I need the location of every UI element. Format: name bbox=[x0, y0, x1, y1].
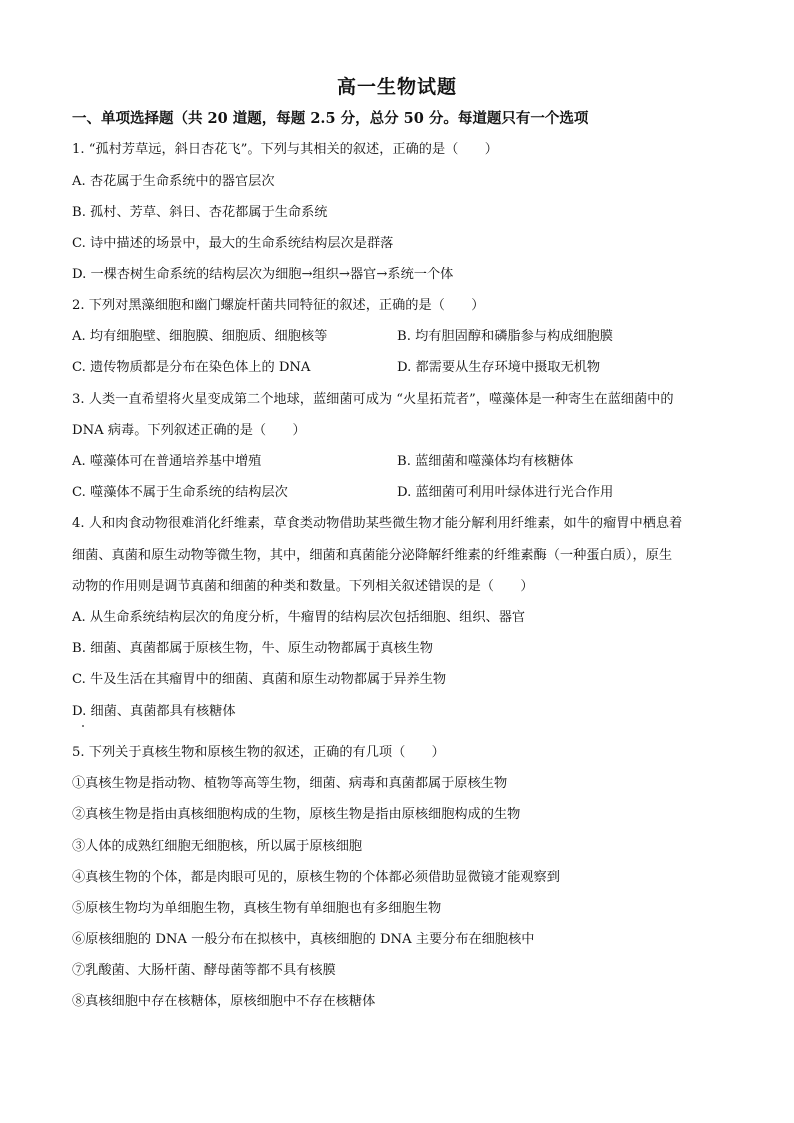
question-1-option-b: B. 孤村、芳草、斜日、杏花都属于生命系统 bbox=[72, 205, 328, 220]
question-2-option-b: B. 均有胆固醇和磷脂参与构成细胞膜 bbox=[397, 329, 613, 344]
question-4-option-c: C. 牛及生活在其瘤胃中的细菌、真菌和原生动物都属于异养生物 bbox=[72, 672, 447, 687]
question-4-stem-line-3: 动物的作用则是调节真菌和细菌的种类和数量。下列相关叙述错误的是（ ） bbox=[72, 579, 534, 594]
question-5-statement-3: ③人体的成熟红细胞无细胞核，所以属于原核细胞 bbox=[72, 839, 363, 854]
question-5-statement-2: ②真核生物是指由真核细胞构成的生物，原核生物是指由原核细胞构成的生物 bbox=[72, 807, 521, 822]
question-5-stem: 5. 下列关于真核生物和原核生物的叙述，正确的有几项（ ） bbox=[72, 745, 445, 760]
question-5-statement-8: ⑧真核细胞中存在核糖体，原核细胞中不存在核糖体 bbox=[72, 994, 376, 1009]
question-4-stem-line-1: 4. 人和肉食动物很难消化纤维素，草食类动物借助某些微生物才能分解利用纤维素，如牛的瘤胃中栖息着 bbox=[72, 516, 683, 531]
question-4-stem-line-2: 细菌、真菌和原生动物等微生物，其中，细菌和真菌能分泌降解纤维素的纤维素酶（一种蛋白质），原生 bbox=[72, 548, 673, 563]
question-1-option-d: D. 一棵杏树生命系统的结构层次为细胞→组织→器官→系统一个体 bbox=[72, 267, 454, 282]
question-1-option-a: A. 杏花属于生命系统中的器官层次 bbox=[72, 174, 275, 189]
question-1-option-c: C. 诗中描述的场景中，最大的生命系统结构层次是群落 bbox=[72, 236, 394, 251]
question-3-option-b: B. 蓝细菌和噬藻体均有核糖体 bbox=[397, 454, 574, 469]
scan-dot bbox=[82, 725, 84, 727]
question-1-stem: 1. “孤村芳草远，斜日杏花飞”。下列与其相关的叙述，正确的是（ ） bbox=[72, 142, 498, 157]
section-heading: 一、单项选择题（共 20 道题，每题 2.5 分，总分 50 分。每道题只有一个选项 bbox=[72, 110, 589, 127]
exam-title: 高一生物试题 bbox=[336, 76, 457, 98]
question-3-option-c: C. 噬藻体不属于生命系统的结构层次 bbox=[72, 485, 288, 500]
question-5-statement-7: ⑦乳酸菌、大肠杆菌、酵母菌等都不具有核膜 bbox=[72, 963, 336, 978]
question-3-stem-line-1: 3. 人类一直希望将火星变成第二个地球，蓝细菌可成为 “火星拓荒者”，噬藻体是一种寄生在蓝细菌中的 bbox=[72, 392, 674, 407]
question-2-stem: 2. 下列对黑藻细胞和幽门螺旋杆菌共同特征的叙述，正确的是（ ） bbox=[72, 298, 485, 313]
question-3-stem-line-2: DNA 病毒。下列叙述正确的是（ ） bbox=[72, 423, 306, 438]
question-5-statement-6: ⑥原核细胞的 DNA 一般分布在拟核中，真核细胞的 DNA 主要分布在细胞核中 bbox=[72, 932, 535, 947]
question-2-option-a: A. 均有细胞壁、细胞膜、细胞质、细胞核等 bbox=[72, 329, 328, 344]
question-3-option-d: D. 蓝细菌可利用叶绿体进行光合作用 bbox=[397, 485, 614, 500]
question-4-option-b: B. 细菌、真菌都属于原核生物，牛、原生动物都属于真核生物 bbox=[72, 641, 433, 656]
question-5-statement-5: ⑤原核生物均为单细胞生物，真核生物有单细胞也有多细胞生物 bbox=[72, 901, 442, 916]
question-3-option-a: A. 噬藻体可在普通培养基中增殖 bbox=[72, 454, 262, 469]
question-4-option-a: A. 从生命系统结构层次的角度分析，牛瘤胃的结构层次包括细胞、组织、器官 bbox=[72, 610, 526, 625]
question-2-option-c: C. 遗传物质都是分布在染色体上的 DNA bbox=[72, 360, 311, 375]
question-4-option-d: D. 细菌、真菌都具有核糖体 bbox=[72, 704, 236, 719]
question-5-statement-4: ④真核生物的个体，都是肉眼可见的，原核生物的个体都必须借助显微镜才能观察到 bbox=[72, 870, 560, 885]
question-2-option-d: D. 都需要从生存环境中摄取无机物 bbox=[397, 360, 601, 375]
question-5-statement-1: ①真核生物是指动物、植物等高等生物，细菌、病毒和真菌都属于原核生物 bbox=[72, 776, 508, 791]
